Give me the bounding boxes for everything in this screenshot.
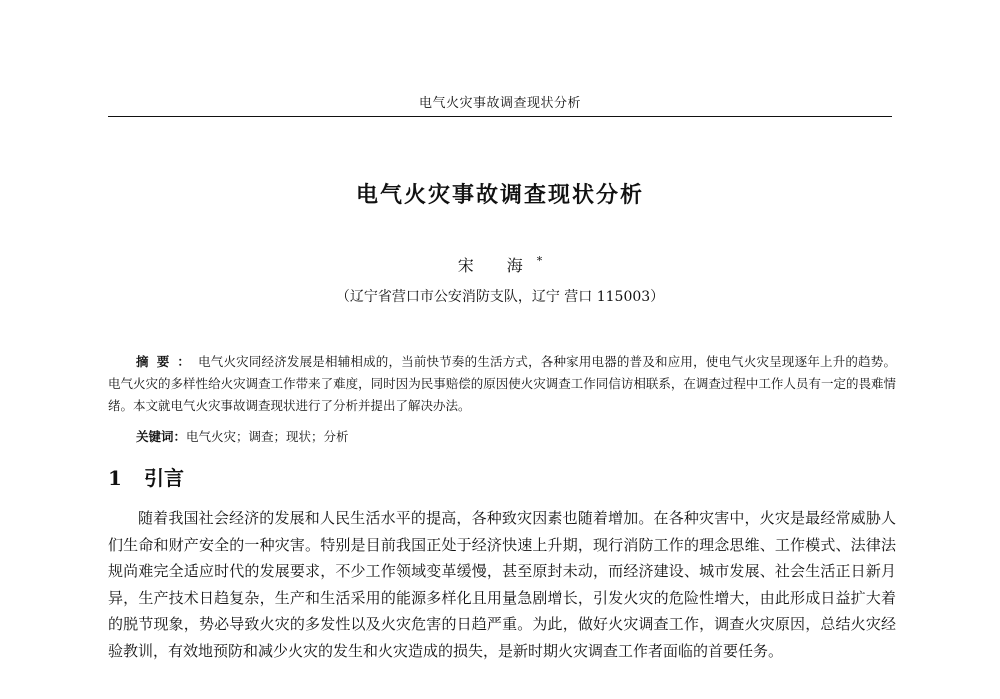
abstract-label: 摘要： (136, 354, 199, 369)
section-number: 1 (108, 466, 122, 490)
paper-title: 电气火灾事故调查现状分析 (355, 183, 644, 208)
author-name: 宋 海 (457, 256, 537, 275)
keywords (108, 426, 896, 448)
abstract-text: 电气火灾同经济发展是相辅相成的，当前快节奏的生活方式，各种家用电器的普及和应用，使电气火灾呈现逐年上升的趋势。电气火灾的多样性给火灾调查工作带来了难度，同时因为民事赔偿的原因使火灾调查工作同信访相联系，在调查过程中工作人员有一定的畏难情绪。本文就电气火灾事故调查现状进行了分析并提出了解决办法。 (108, 354, 896, 413)
author-footnote-mark: * (536, 254, 543, 268)
author-line (108, 253, 892, 276)
keywords-label: 关键词： (136, 429, 187, 444)
section-heading (108, 462, 184, 491)
keywords-text: 电气火灾；调查；现状；分析 (186, 429, 349, 444)
author-affiliation: （辽宁省营口市公安消防支队，辽宁 营口 115003） (335, 289, 665, 305)
section-title: 引言 (144, 466, 184, 490)
abstract (108, 351, 896, 417)
running-header: 电气火灾事故调查现状分析 (418, 96, 581, 111)
body-paragraph: 随着我国社会经济的发展和人民生活水平的提高，各种致灾因素也随着增加。在各种灾害中，火灾是最经常威胁人们生命和财产安全的一种灾害。特别是目前我国正处于经济快速上升期，现行消防工作的理念思维、工作模式、法律法规尚难完全适应时代的发展要求，不少工作领域变革缓慢，甚至原封未动，而经济建设、城市发展、社会生活正日新月异，生产技术日趋复杂，生产和生活采用的能源多样化且用量急剧增长，引发火灾的危险性增大，由此形成日益扩大着的脱节现象，势必导致火灾的多发性以及火灾危害的日趋严重。为此，做好火灾调查工作，调查火灾原因，总结火灾经验教训，有效地预防和减少火灾的发生和火灾造成的损失，是新时期火灾调查工作者面临的首要任务。 (108, 509, 896, 660)
header-rule (108, 116, 892, 117)
